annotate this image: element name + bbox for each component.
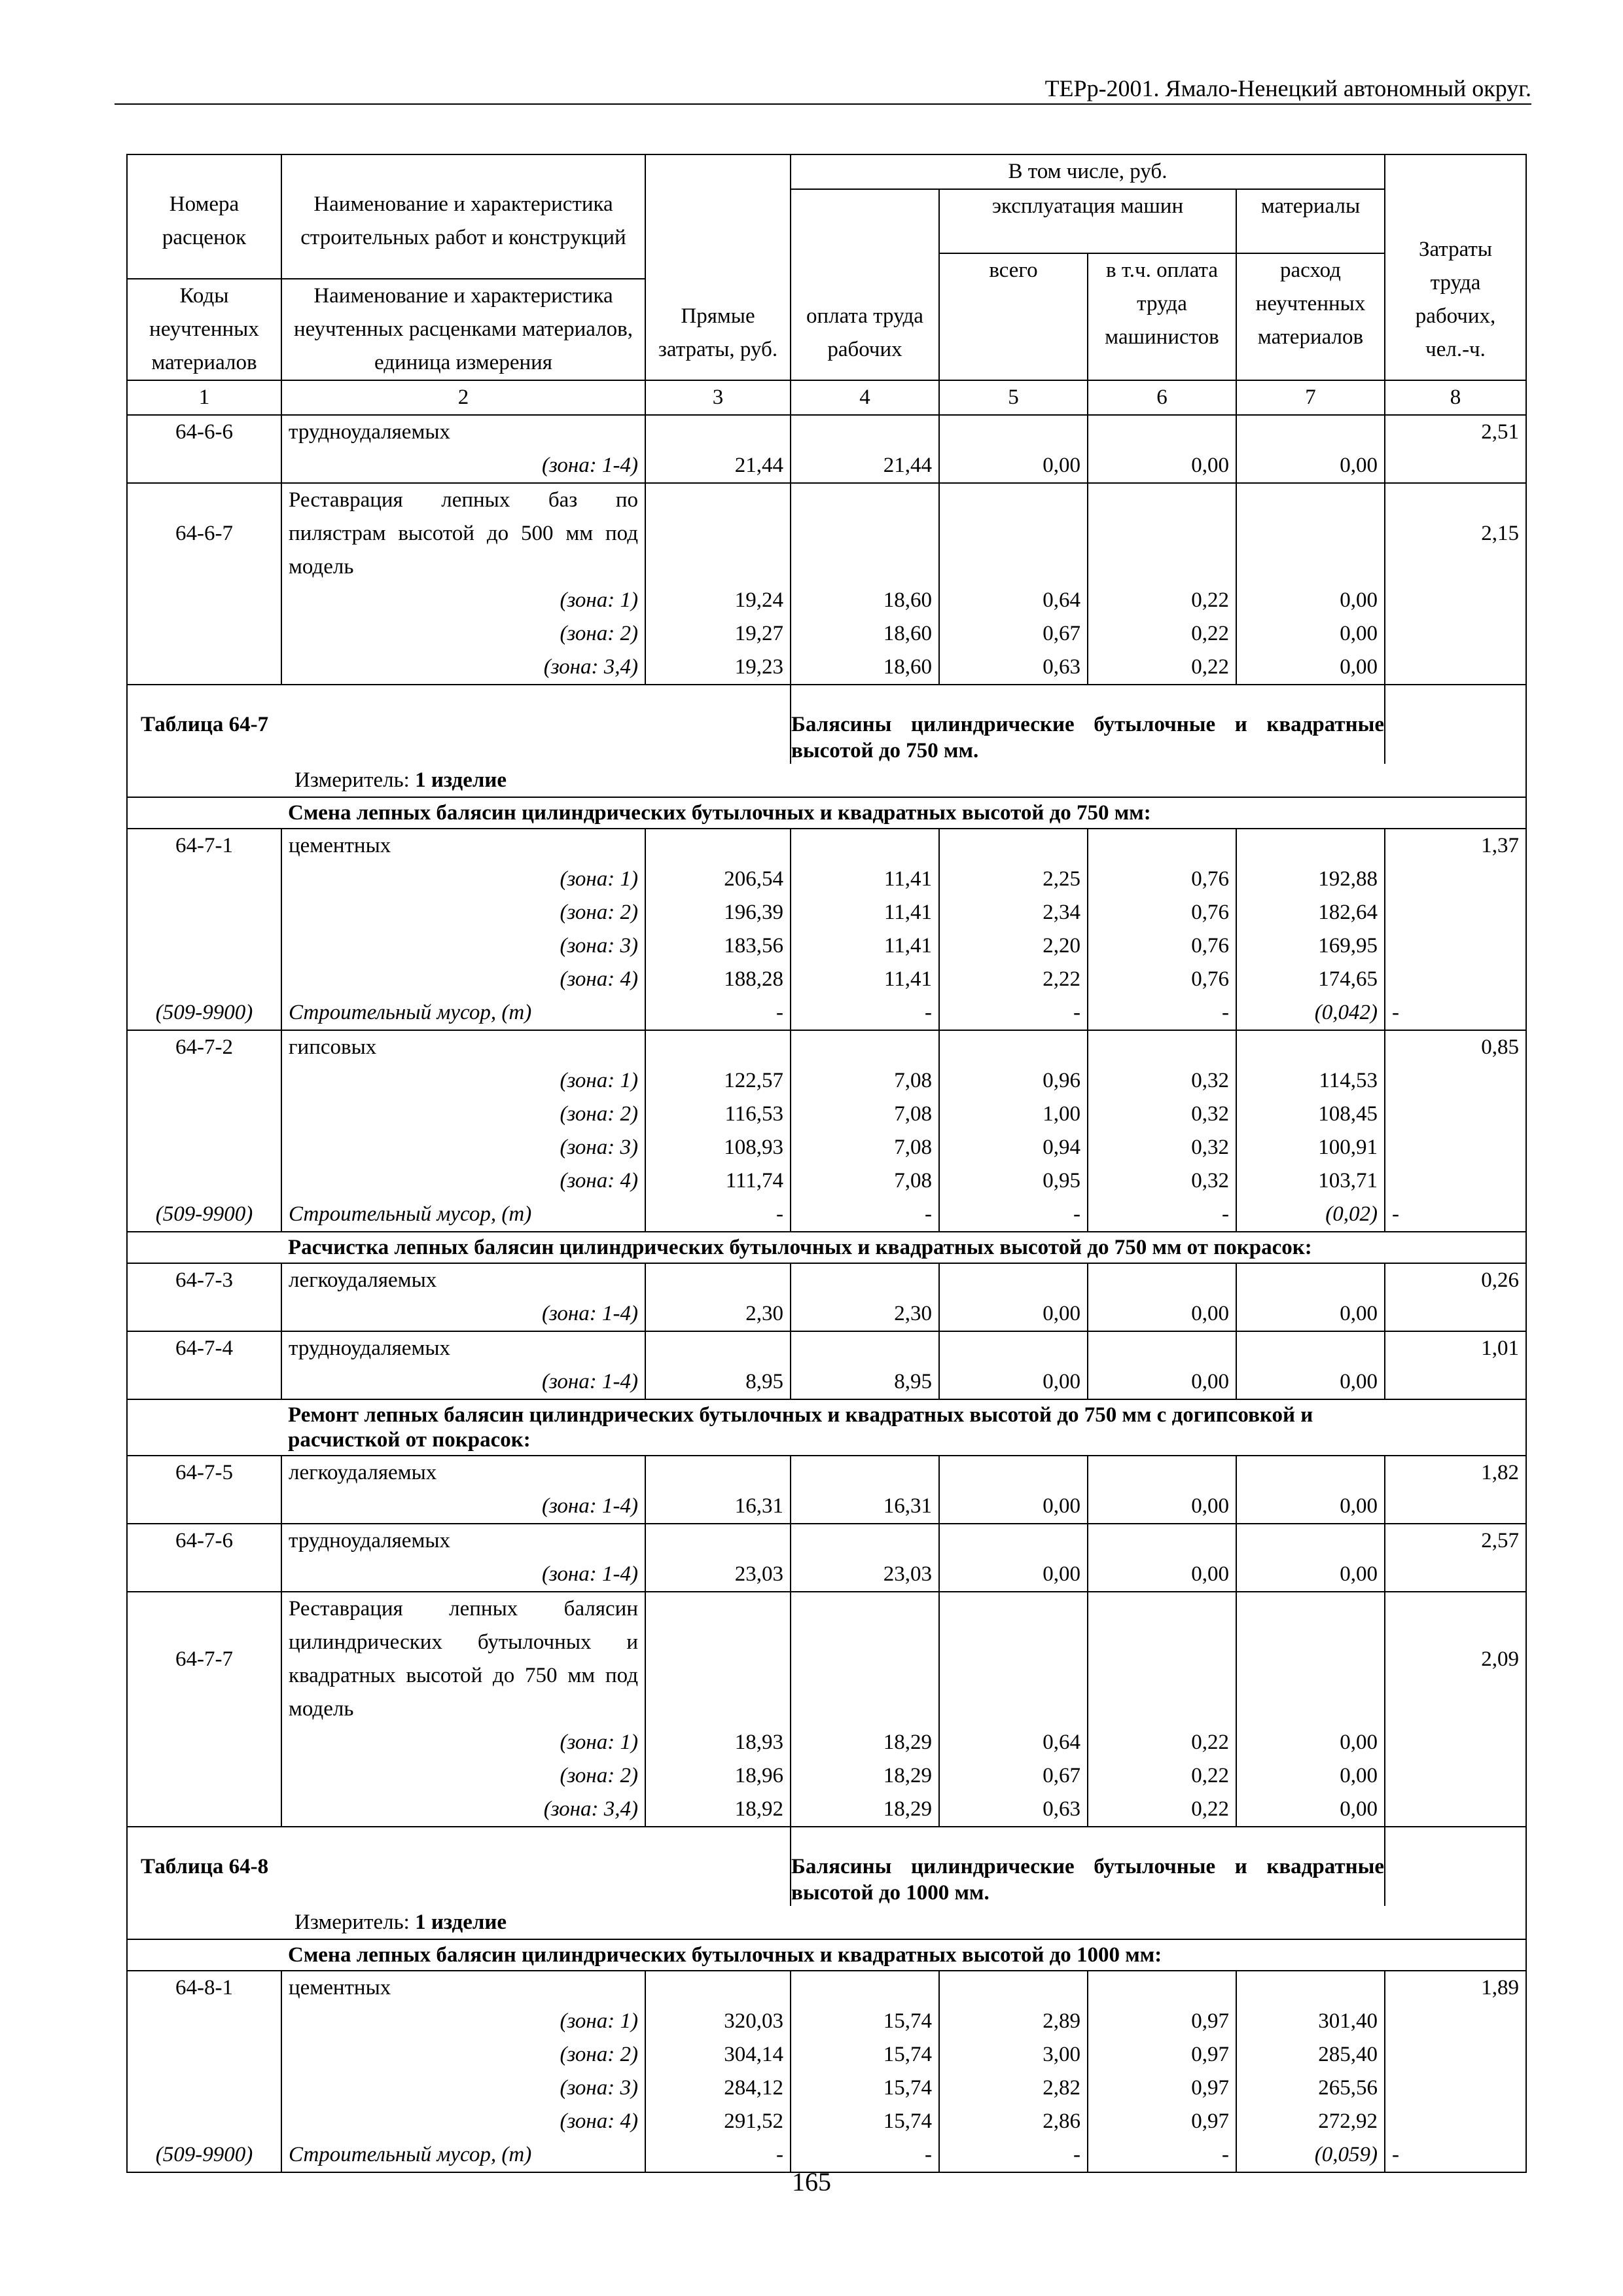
material-row [127, 996, 1526, 1030]
column-numbers-row [127, 380, 1526, 415]
price-table [126, 154, 1527, 2173]
zone-label: (зона: 2) [281, 896, 645, 929]
zone-label: (зона: 4) [281, 2105, 645, 2138]
wages: 18,60 [791, 617, 939, 651]
wages: 15,74 [791, 2038, 939, 2072]
labor-cost: 1,89 [1385, 1971, 1526, 2005]
materials: 0,00 [1236, 1558, 1385, 1592]
table-row [127, 1759, 1526, 1793]
machinist-wages: 0,97 [1088, 2038, 1236, 2072]
table-row [127, 1726, 1526, 1759]
measure-row [127, 764, 1526, 797]
wages: 11,41 [791, 896, 939, 929]
table-row [127, 1365, 1526, 1399]
labor-cost: 0,26 [1385, 1263, 1526, 1297]
rate-code: 64-7-6 [127, 1524, 281, 1558]
machines-total: 0,67 [939, 1759, 1088, 1793]
machinist-wages: 0,32 [1088, 1164, 1236, 1198]
direct-cost: 18,93 [645, 1726, 791, 1759]
section-heading: Ремонт лепных балясин цилиндрических бутылочных и квадратных высотой до 750 мм с догипсовкой и расчисткой от покрасок: [281, 1399, 1526, 1456]
zone-label: (зона: 1-4) [281, 449, 645, 483]
machines-total: 2,22 [939, 963, 1088, 996]
machinist-wages: 0,22 [1088, 584, 1236, 617]
table-row [127, 617, 1526, 651]
wages: 11,41 [791, 963, 939, 996]
table-row [127, 2072, 1526, 2105]
machinist-wages: 0,32 [1088, 1064, 1236, 1098]
machines-total: 0,67 [939, 617, 1088, 651]
material-code: (509-9900) [127, 2138, 281, 2172]
direct-cost: 8,95 [645, 1365, 791, 1399]
materials: 182,64 [1236, 896, 1385, 929]
measure-row [127, 1906, 1526, 1939]
wages: 18,60 [791, 651, 939, 685]
direct-cost: 320,03 [645, 2005, 791, 2038]
direct-cost: 21,44 [645, 449, 791, 483]
machinist-wages: 0,22 [1088, 617, 1236, 651]
rate-name: цементных [281, 829, 645, 863]
section-heading-row [127, 1939, 1526, 1971]
table-title-row [127, 1827, 1526, 1906]
table-row [127, 863, 1526, 896]
measure-unit: 1 изделие [415, 768, 507, 792]
rate-name: трудноудаляемых [281, 415, 645, 449]
direct-cost: 196,39 [645, 896, 791, 929]
materials: 285,40 [1236, 2038, 1385, 2072]
table-row [127, 1098, 1526, 1131]
machines-total: 0,00 [939, 1297, 1088, 1331]
table-row [127, 1490, 1526, 1524]
page-number: 165 [792, 2167, 831, 2197]
machines-total: 2,34 [939, 896, 1088, 929]
machines-total: 2,25 [939, 863, 1088, 896]
wages: 7,08 [791, 1164, 939, 1198]
measure-label: Измеритель: [294, 1910, 410, 1934]
table-row [127, 1592, 1526, 1726]
machines-total: - [939, 996, 1088, 1030]
zone-label: (зона: 1-4) [281, 1490, 645, 1524]
wages: 11,41 [791, 929, 939, 963]
materials: 265,56 [1236, 2072, 1385, 2105]
table-row [127, 1524, 1526, 1558]
zone-label: (зона: 2) [281, 1098, 645, 1131]
direct-cost: 108,93 [645, 1131, 791, 1164]
materials: 0,00 [1236, 584, 1385, 617]
machines-total: 0,96 [939, 1064, 1088, 1098]
table-row [127, 1297, 1526, 1331]
materials: 103,71 [1236, 1164, 1385, 1198]
materials: 0,00 [1236, 1759, 1385, 1793]
machinist-wages: 0,76 [1088, 963, 1236, 996]
direct-cost: - [645, 2138, 791, 2172]
rate-code: 64-6-6 [127, 415, 281, 449]
zone-label: (зона: 3,4) [281, 651, 645, 685]
col3-header: Прямые затраты, руб. [645, 154, 791, 380]
table-row [127, 483, 1526, 584]
wages: - [791, 2138, 939, 2172]
machinist-wages: 0,32 [1088, 1131, 1236, 1164]
zone-label: (зона: 3) [281, 929, 645, 963]
materials-header: материалы [1236, 189, 1385, 253]
table-row [127, 1263, 1526, 1297]
zone-label: (зона: 1) [281, 1726, 645, 1759]
machinist-wages: - [1088, 996, 1236, 1030]
wages: 18,29 [791, 1793, 939, 1827]
rate-name: трудноудаляемых [281, 1524, 645, 1558]
wages: 21,44 [791, 449, 939, 483]
zone-label: (зона: 1) [281, 2005, 645, 2038]
machines-total: - [939, 1198, 1088, 1232]
measure-unit: 1 изделие [415, 1910, 507, 1934]
machinist-wages: 0,76 [1088, 863, 1236, 896]
direct-cost: 18,92 [645, 1793, 791, 1827]
labor-cost: 1,01 [1385, 1331, 1526, 1365]
machinist-wages: 0,00 [1088, 449, 1236, 483]
rate-code: 64-7-3 [127, 1263, 281, 1297]
including-header: В том числе, руб. [791, 154, 1385, 189]
direct-cost: 19,24 [645, 584, 791, 617]
machines-total: 2,20 [939, 929, 1088, 963]
zone-label: (зона: 1) [281, 1064, 645, 1098]
labor-cost: 2,51 [1385, 415, 1526, 449]
col-num-3: 3 [645, 380, 791, 415]
zone-label: (зона: 3) [281, 2072, 645, 2105]
wages: 16,31 [791, 1490, 939, 1524]
wages: - [791, 996, 939, 1030]
labor-cost: 2,09 [1385, 1592, 1526, 1726]
machines-total: 0,63 [939, 1793, 1088, 1827]
material-row [127, 1198, 1526, 1232]
machinist-wages: 0,22 [1088, 1759, 1236, 1793]
machines-total: 0,94 [939, 1131, 1088, 1164]
col7-header: расход неучтенных материалов [1236, 253, 1385, 381]
wages: 18,60 [791, 584, 939, 617]
direct-cost: 116,53 [645, 1098, 791, 1131]
col8-header: Затраты труда рабочих, чел.-ч. [1385, 154, 1526, 380]
zone-label: (зона: 4) [281, 1164, 645, 1198]
machinist-wages: 0,00 [1088, 1490, 1236, 1524]
machines-total: 1,00 [939, 1098, 1088, 1131]
rate-name: цементных [281, 1971, 645, 2005]
wages: 15,74 [791, 2072, 939, 2105]
direct-cost: 111,74 [645, 1164, 791, 1198]
materials: 0,00 [1236, 1297, 1385, 1331]
running-header [115, 65, 1531, 105]
table-row [127, 829, 1526, 863]
zone-label: (зона: 1) [281, 584, 645, 617]
materials: 0,00 [1236, 617, 1385, 651]
machines-total: 2,86 [939, 2105, 1088, 2138]
table-number: Таблица 64-8 [127, 1827, 791, 1906]
labor-cost: 1,82 [1385, 1456, 1526, 1490]
zone-label: (зона: 1) [281, 863, 645, 896]
machines-total: 0,00 [939, 1490, 1088, 1524]
machines-total: 0,63 [939, 651, 1088, 685]
materials: 192,88 [1236, 863, 1385, 896]
machinist-wages: 0,00 [1088, 1558, 1236, 1592]
wages: 15,74 [791, 2005, 939, 2038]
table-row [127, 1456, 1526, 1490]
machines-header: эксплуатация машин [939, 189, 1236, 253]
machines-total: 2,82 [939, 2072, 1088, 2105]
table-row [127, 2005, 1526, 2038]
wages: 7,08 [791, 1131, 939, 1164]
labor-cost: 2,57 [1385, 1524, 1526, 1558]
materials: 0,00 [1236, 1365, 1385, 1399]
zone-label: (зона: 1-4) [281, 1297, 645, 1331]
direct-cost: 19,23 [645, 651, 791, 685]
section-heading: Смена лепных балясин цилиндрических бутылочных и квадратных высотой до 750 мм: [281, 797, 1526, 829]
direct-cost: 23,03 [645, 1558, 791, 1592]
rate-code: 64-7-2 [127, 1030, 281, 1064]
machinist-wages: - [1088, 2138, 1236, 2172]
section-heading-row [127, 797, 1526, 829]
machinist-wages: 0,00 [1088, 1297, 1236, 1331]
machinist-wages: 0,97 [1088, 2005, 1236, 2038]
col5-header: всего [939, 253, 1088, 381]
section-heading-row [127, 1399, 1526, 1456]
zone-label: (зона: 3,4) [281, 1793, 645, 1827]
col6-header: в т.ч. оплата труда машинистов [1088, 253, 1236, 381]
zone-label: (зона: 1-4) [281, 1365, 645, 1399]
direct-cost: 284,12 [645, 2072, 791, 2105]
rate-code: 64-7-7 [127, 1592, 281, 1726]
rate-name: легкоудаляемых [281, 1456, 645, 1490]
zone-label: (зона: 2) [281, 2038, 645, 2072]
machinist-wages: 0,22 [1088, 1726, 1236, 1759]
col2b-header: Наименование и характеристика неучтенных расценками материалов, единица измерения [281, 279, 645, 380]
table-row [127, 1331, 1526, 1365]
col2-header: Наименование и характеристика строительных работ и конструкций [300, 192, 626, 249]
table-row [127, 963, 1526, 996]
direct-cost: 206,54 [645, 863, 791, 896]
direct-cost: 16,31 [645, 1490, 791, 1524]
machinist-wages: 0,97 [1088, 2072, 1236, 2105]
zone-label: (зона: 1-4) [281, 1558, 645, 1592]
machines-total: 3,00 [939, 2038, 1088, 2072]
zone-label: (зона: 2) [281, 1759, 645, 1793]
direct-cost: - [645, 996, 791, 1030]
wages: 11,41 [791, 863, 939, 896]
machines-total: - [939, 2138, 1088, 2172]
section-heading: Смена лепных балясин цилиндрических бутылочных и квадратных высотой до 1000 мм: [281, 1939, 1526, 1971]
col-num-7: 7 [1236, 380, 1385, 415]
materials: 174,65 [1236, 963, 1385, 996]
material-name: Строительный мусор, (т) [281, 1198, 645, 1232]
header-row-1 [127, 154, 1526, 189]
table-description: Балясины цилиндрические бутылочные и квадратные высотой до 1000 мм. [791, 1827, 1385, 1906]
rate-name: гипсовых [281, 1030, 645, 1064]
rate-code: 64-8-1 [127, 1971, 281, 2005]
materials: 114,53 [1236, 1064, 1385, 1098]
machines-total: 0,00 [939, 1365, 1088, 1399]
machinist-wages: 0,76 [1088, 929, 1236, 963]
rate-name: трудноудаляемых [281, 1331, 645, 1365]
measure-label: Измеритель: [294, 768, 410, 792]
table-row [127, 1131, 1526, 1164]
materials: 108,45 [1236, 1098, 1385, 1131]
machinist-wages: 0,22 [1088, 1793, 1236, 1827]
wages: 2,30 [791, 1297, 939, 1331]
materials: 0,00 [1236, 1793, 1385, 1827]
rate-code: 64-7-4 [127, 1331, 281, 1365]
machines-total: 0,64 [939, 1726, 1088, 1759]
machines-total: 2,89 [939, 2005, 1088, 2038]
table-row [127, 651, 1526, 685]
table-row [127, 896, 1526, 929]
zone-label: (зона: 4) [281, 963, 645, 996]
labor-cost: - [1385, 996, 1526, 1030]
wages: 7,08 [791, 1064, 939, 1098]
rate-code: 64-7-1 [127, 829, 281, 863]
col1b-header: Коды неучтенных материалов [127, 279, 281, 380]
material-consumption: (0,042) [1236, 996, 1385, 1030]
direct-cost: 19,27 [645, 617, 791, 651]
labor-cost: 0,85 [1385, 1030, 1526, 1064]
rate-code: 64-7-5 [127, 1456, 281, 1490]
material-code: (509-9900) [127, 996, 281, 1030]
wages: 15,74 [791, 2105, 939, 2138]
materials: 100,91 [1236, 1131, 1385, 1164]
table-row [127, 1558, 1526, 1592]
machinist-wages: 0,76 [1088, 896, 1236, 929]
machinist-wages: 0,22 [1088, 651, 1236, 685]
rate-name: Реставрация лепных балясин цилиндрических бутылочных и квадратных высотой до 750 мм под модель [281, 1592, 645, 1726]
table-row [127, 1030, 1526, 1064]
rate-name: Реставрация лепных баз по пилястрам высотой до 500 мм под модель [281, 483, 645, 584]
materials: 0,00 [1236, 1490, 1385, 1524]
table-row [127, 2105, 1526, 2138]
machinist-wages: - [1088, 1198, 1236, 1232]
machines-total: 0,00 [939, 449, 1088, 483]
machinist-wages: 0,97 [1088, 2105, 1236, 2138]
machines-total: 0,00 [939, 1558, 1088, 1592]
machinist-wages: 0,32 [1088, 1098, 1236, 1131]
section-heading-row [127, 1232, 1526, 1263]
material-consumption: (0,02) [1236, 1198, 1385, 1232]
direct-cost: 18,96 [645, 1759, 791, 1793]
table-row [127, 584, 1526, 617]
col-num-5: 5 [939, 380, 1088, 415]
materials: 0,00 [1236, 449, 1385, 483]
col1-header: Номера расценок [162, 192, 247, 249]
col4-header: оплата труда рабочих [791, 189, 939, 380]
table-row [127, 929, 1526, 963]
wages: 18,29 [791, 1726, 939, 1759]
material-name: Строительный мусор, (т) [281, 996, 645, 1030]
labor-cost: 2,15 [1385, 483, 1526, 584]
table-row [127, 1064, 1526, 1098]
header-title: ТЕРр-2001. Ямало-Ненецкий автономный округ. [1044, 75, 1531, 101]
zone-label: (зона: 2) [281, 617, 645, 651]
materials: 0,00 [1236, 1726, 1385, 1759]
rate-name: легкоудаляемых [281, 1263, 645, 1297]
table-row [127, 1971, 1526, 2005]
table-row [127, 449, 1526, 483]
labor-cost: - [1385, 2138, 1526, 2172]
table-description: Балясины цилиндрические бутылочные и квадратные высотой до 750 мм. [791, 685, 1385, 764]
table-number: Таблица 64-7 [127, 685, 791, 764]
machines-total: 0,64 [939, 584, 1088, 617]
table-title-row [127, 685, 1526, 764]
materials: 272,92 [1236, 2105, 1385, 2138]
direct-cost: - [645, 1198, 791, 1232]
materials: 0,00 [1236, 651, 1385, 685]
col-num-1: 1 [127, 380, 281, 415]
machinist-wages: 0,00 [1088, 1365, 1236, 1399]
table-row [127, 1793, 1526, 1827]
labor-cost: - [1385, 1198, 1526, 1232]
wages: - [791, 1198, 939, 1232]
machines-total: 0,95 [939, 1164, 1088, 1198]
wages: 7,08 [791, 1098, 939, 1131]
table-row [127, 415, 1526, 449]
col-num-2: 2 [281, 380, 645, 415]
direct-cost: 304,14 [645, 2038, 791, 2072]
col-num-6: 6 [1088, 380, 1236, 415]
direct-cost: 2,30 [645, 1297, 791, 1331]
wages: 18,29 [791, 1759, 939, 1793]
materials: 301,40 [1236, 2005, 1385, 2038]
section-heading: Расчистка лепных балясин цилиндрических бутылочных и квадратных высотой до 750 мм от покрасок: [281, 1232, 1526, 1263]
zone-label: (зона: 3) [281, 1131, 645, 1164]
material-code: (509-9900) [127, 1198, 281, 1232]
wages: 8,95 [791, 1365, 939, 1399]
material-name: Строительный мусор, (т) [281, 2138, 645, 2172]
rate-code: 64-6-7 [127, 483, 281, 584]
direct-cost: 291,52 [645, 2105, 791, 2138]
col-num-8: 8 [1385, 380, 1526, 415]
table-row [127, 2038, 1526, 2072]
col-num-4: 4 [791, 380, 939, 415]
materials: 169,95 [1236, 929, 1385, 963]
direct-cost: 122,57 [645, 1064, 791, 1098]
direct-cost: 188,28 [645, 963, 791, 996]
table-row [127, 1164, 1526, 1198]
labor-cost: 1,37 [1385, 829, 1526, 863]
material-consumption: (0,059) [1236, 2138, 1385, 2172]
direct-cost: 183,56 [645, 929, 791, 963]
wages: 23,03 [791, 1558, 939, 1592]
